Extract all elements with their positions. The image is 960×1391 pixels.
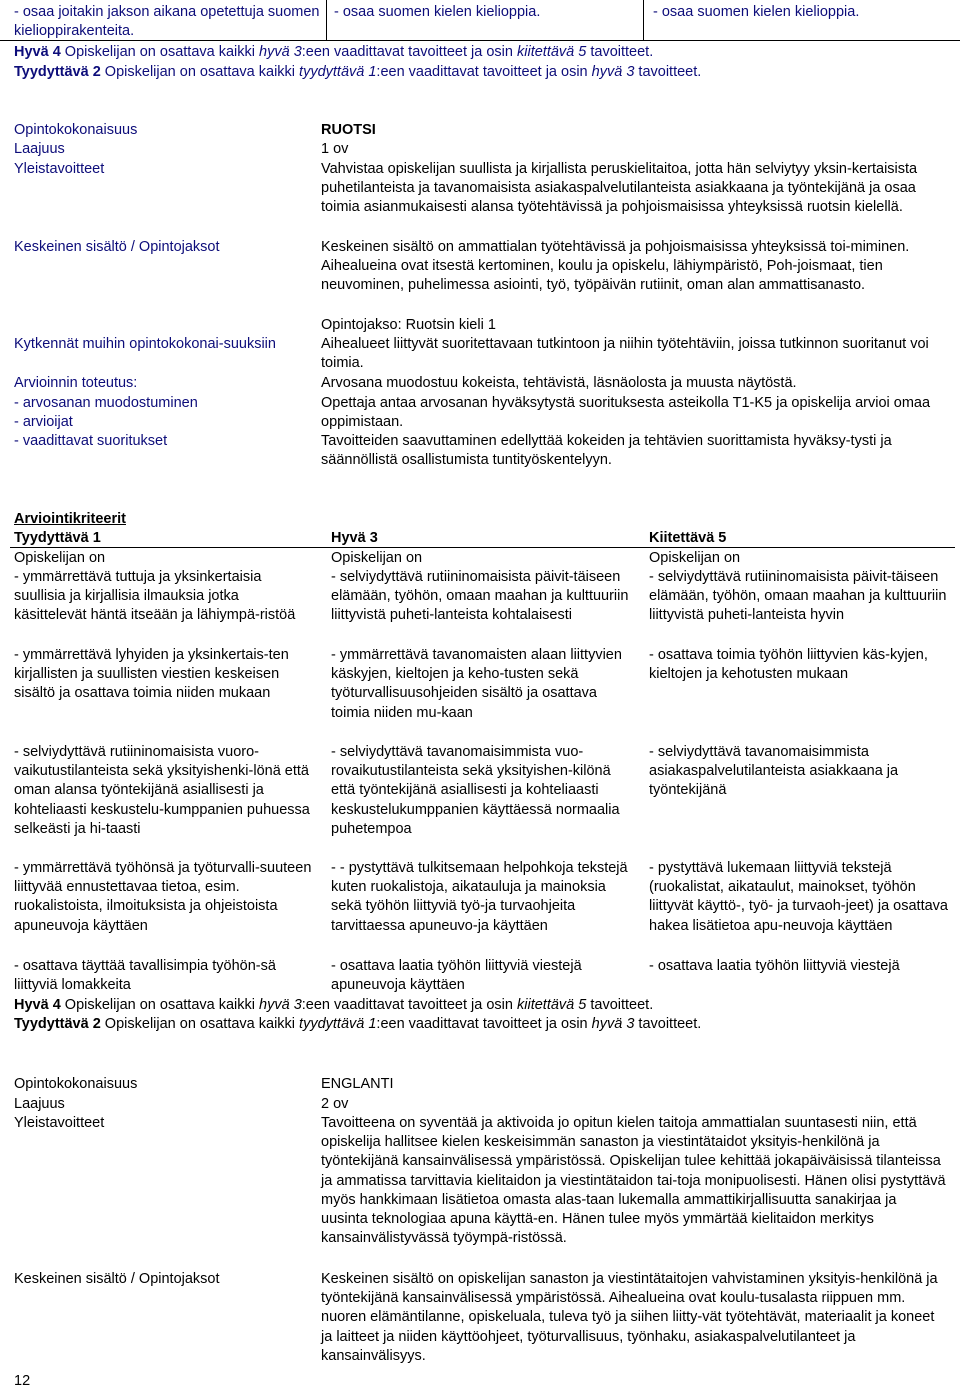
- ruotsi-suoritukset: Tavoitteiden saavuttaminen edellyttää kokeiden ja tehtävien suorittamista hyväksy-tysti ja säännöllistä osallistumista tuntityöskentelyyn.: [321, 433, 892, 469]
- kriteeri-k5-4: - pystyttävä lukemaan liittyviä tekstejä (ruokalistat, aikataulut, mainokset, työhön liittyvät käyttö-, työ- ja turvaoh-jeet) ja osattava hakea lisätietoa apu-neuvoja käyttäen: [649, 860, 948, 934]
- top-table-col1: - osaa joitakin jakson aikana opetettuja suomen kielioppirakenteita.: [14, 4, 320, 40]
- grade-note-text: tavoitteet.: [634, 1016, 702, 1032]
- grade-note-text: :een vaadittavat tavoitteet ja osin: [376, 64, 592, 80]
- grade-note-em: kiitettävä 5: [517, 997, 587, 1013]
- grade-note-text: :een vaadittavat tavoitteet ja osin: [301, 997, 517, 1013]
- label-kytkennat: Kytkennät muihin opintokokonai-suuksiin: [14, 336, 276, 352]
- kriteerit-header-kiitettava: Kiitettävä 5: [649, 530, 727, 546]
- kriteerit-header-tyydyttava: Tyydyttävä 1: [14, 530, 101, 546]
- label-keskeinen-sisalto: Keskeinen sisältö / Opintojaksot: [14, 1271, 220, 1287]
- englanti-yleistavoitteet: Tavoitteena on syventää ja aktivoida jo opitun kielen taitoja ammattialan suuntasesti niin, että opiskelija hallitsee kielen keskeisimmän sanaston ja viestintätaidot yksityis-henkilönä ja työntekijänä kansainvälisessä ympäristössä. Opiskelijan tulee kehittää jokapäiväisissä tilanteissa ja ammatissa tarvittavia kielitaidon ja viestintätaidon tai-toja monipuolisesti. Hänen olisi pystyttävä myös hankkimaan lisätietoa omasta alas-taan lukemalla ammattikirjallisuutta sanakirjaa ja uusinta teknologiaa apuna käyttä-en. Hänen tulee myös ymmärtää kielitaidon merkitys kansainvälistyvässä työympä-ristössä.: [321, 1115, 946, 1247]
- grade-note-hyva4-mid: [14, 996, 954, 1015]
- kriteerit-intro-1: Opiskelijan on: [14, 550, 106, 566]
- section-title-ruotsi: RUOTSI: [321, 122, 376, 138]
- kriteeri-t1-1: - ymmärrettävä tuttuja ja yksinkertaisia suullisia ja kirjallisia ilmauksia jotka käsittelevät häntä itseään ja lähiympä-ristöä: [14, 569, 296, 624]
- grade-note-hyva4-label: Hyvä 4: [14, 997, 61, 1013]
- kriteeri-h3-5: - osattava laatia työhön liittyviä viestejä apuneuvoja käyttäen: [331, 958, 582, 994]
- kriteeri-k5-1: - selviydyttävä rutiininomaisista päivit-täiseen elämään, työhön, omaan maahan ja kulttuuriin liittyvistä puheti-lanteista hyvin: [649, 569, 947, 624]
- grade-note-text: Opiskelijan on osattava kaikki: [60, 997, 260, 1013]
- kriteerit-heading: Arviointikriteerit: [14, 511, 126, 527]
- englanti-laajuus: 2 ov: [321, 1096, 349, 1112]
- grade-note-em: hyvä 3: [591, 64, 635, 80]
- kriteerit-header-hyva: Hyvä 3: [331, 530, 378, 546]
- top-table-divider-1: [326, 0, 327, 40]
- grade-note-text: tavoitteet.: [634, 64, 702, 80]
- kriteeri-t1-2: - ymmärrettävä lyhyiden ja yksinkertais-ten kirjallisten ja suullisten viestien keskeisen sisältö ja osattava toimia niiden mukaan: [14, 647, 289, 702]
- grade-note-tyyd2-mid: [14, 1015, 954, 1034]
- kriteeri-t1-3: - selviydyttävä rutiininomaisista vuoro-vaikutustilanteista sekä yksityishenki-lönä että oman alansa työntekijänä asiallisesti ja kohteliaasti keskustelu-kumppanien puhuessa selkeästi ja hi-taasti: [14, 744, 310, 837]
- ruotsi-sisalto: Keskeinen sisältö on ammattialan työtehtävissä ja pohjoismaisissa yhteyksissä toi-miminen. Aihealueina ovat itsestä kertominen, koulu ja opiskelu, lähiympäristö, Poh-joismaat, tien neuvominen, puhelimessa asiointi, työ, työpäivän rutiinit, oman alan ammattisanasto.: [321, 239, 910, 294]
- label-opintokokonaisuus: Opintokokonaisuus: [14, 122, 138, 138]
- label-suoritukset: - vaadittavat suoritukset: [14, 433, 168, 449]
- grade-note-text: Opiskelijan on osattava kaikki: [60, 44, 260, 60]
- ruotsi-opintojakso: Opintojakso: Ruotsin kieli 1: [321, 317, 496, 333]
- kriteerit-header-rule: [10, 547, 955, 548]
- kriteerit-intro-3: Opiskelijan on: [649, 550, 741, 566]
- top-table-col2: - osaa suomen kielen kielioppia.: [334, 4, 541, 20]
- top-table-divider-2: [643, 0, 644, 40]
- kriteeri-k5-3: - selviydyttävä tavanomaisimmista asiakaspalvelutilanteista asiakkaana ja työntekijänä: [649, 744, 899, 799]
- label-arvioijat: - arvioijat: [14, 414, 73, 430]
- top-table-col3: - osaa suomen kielen kielioppia.: [653, 4, 860, 20]
- label-laajuus: Laajuus: [14, 141, 65, 157]
- kriteeri-h3-4: - - pystyttävä tulkitsemaan helpohkoja tekstejä kuten ruokalistoja, aikatauluja ja mainoksia sekä työhön liittyviä työ-ja turvaohjeita tarvittaessa apuneuvo-ja käyttäen: [331, 860, 628, 934]
- grade-note-text: :een vaadittavat tavoitteet ja osin: [376, 1016, 592, 1032]
- grade-note-tyyd2-label: Tyydyttävä 2: [14, 64, 101, 80]
- grade-note-hyva4: [14, 43, 954, 62]
- kriteeri-h3-2: - ymmärrettävä tavanomaisten alaan liittyvien käskyjen, kieltojen ja keho-tusten sekä työturvallisuusohjeiden sisältö ja osattava toimia niiden mu-kaan: [331, 647, 622, 721]
- ruotsi-arvioijat: Opettaja antaa arvosanan hyväksytystä suorituksesta asteikolla T1-K5 ja opiskelija arvioi omaa oppimistaan.: [321, 395, 931, 431]
- kriteeri-h3-1: - selviydyttävä rutiininomaisista päivit-täiseen elämään, työhön, omaan maahan ja kulttuuriin liittyvistä puheti-lanteista kohtalaisesti: [331, 569, 629, 624]
- grade-note-text: Opiskelijan on osattava kaikki: [100, 1016, 300, 1032]
- kriteeri-k5-5: - osattava laatia työhön liittyviä viestejä: [649, 958, 900, 974]
- ruotsi-laajuus: 1 ov: [321, 141, 349, 157]
- grade-note-text: Opiskelijan on osattava kaikki: [100, 64, 300, 80]
- englanti-sisalto: Keskeinen sisältö on opiskelijan sanaston ja viestintätaitojen vahvistaminen yksityis-henkilönä ja työntekijänä kansainvälisessä ympäristössä. Aihealueina ovat koulu-tusalasta riippuen mm. nuoren elämäntilanne, opiskeluala, tuleva työ ja siihen liitty-vät työtehtävät, materiaalit ja koneet ja laitteet ja niiden käyttöohjeet, työturvallisuus, työnhaku, asiakaspalvelutilanteet ja kansainvälisyys.: [321, 1271, 938, 1364]
- grade-note-tyyd2: [14, 63, 954, 82]
- ruotsi-muodostuminen: Arvosana muodostuu kokeista, tehtävistä, läsnäolosta ja muusta näytöstä.: [321, 375, 797, 391]
- ruotsi-yleistavoitteet: Vahvistaa opiskelijan suullista ja kirjallista peruskielitaitoa, jotta hän selviytyy yksin-kertaisista puhetilanteista ja tavanomaisista asiakaspalvelutilanteista asiakkaana ja työntekijänä ja osaa toimia asianmukaisesti alansa työtehtävissä ja pohjoismaisissa yhteyksissä ruotsin kielellä.: [321, 161, 918, 216]
- grade-note-em: hyvä 3: [259, 44, 302, 60]
- grade-note-em: hyvä 3: [591, 1016, 635, 1032]
- grade-note-em: kiitettävä 5: [517, 44, 587, 60]
- grade-note-tyyd2-label: Tyydyttävä 2: [14, 1016, 101, 1032]
- label-opintokokonaisuus: Opintokokonaisuus: [14, 1076, 138, 1092]
- kriteerit-intro-2: Opiskelijan on: [331, 550, 423, 566]
- grade-note-hyva4-label: Hyvä 4: [14, 44, 61, 60]
- grade-note-text: tavoitteet.: [586, 997, 654, 1013]
- kriteeri-t1-5: - osattava täyttää tavallisimpia työhön-sä liittyviä lomakkeita: [14, 958, 276, 994]
- grade-note-text: :een vaadittavat tavoitteet ja osin: [301, 44, 517, 60]
- label-yleistavoitteet: Yleistavoitteet: [14, 1115, 105, 1131]
- kriteeri-t1-4: - ymmärrettävä työhönsä ja työturvalli-suuteen liittyvää ennustettavaa tietoa, esim. ruokalistoista, ilmoituksista ja ohjeistoista apuneuvoja käyttäen: [14, 860, 312, 934]
- label-keskeinen-sisalto: Keskeinen sisältö / Opintojaksot: [14, 239, 220, 255]
- label-muodostuminen: - arvosanan muodostuminen: [14, 395, 198, 411]
- section-title-englanti: ENGLANTI: [321, 1076, 394, 1092]
- grade-note-em: hyvä 3: [259, 997, 302, 1013]
- label-laajuus: Laajuus: [14, 1096, 65, 1112]
- label-yleistavoitteet: Yleistavoitteet: [14, 161, 105, 177]
- kriteeri-h3-3: - selviydyttävä tavanomaisimmista vuo-rovaikutustilanteista sekä yksityishen-kilönä että työntekijänä asiallisesti ja kohteliaasti keskustelukumppanien käyttäessä normaalia puhetempoa: [331, 744, 620, 837]
- grade-note-text: tavoitteet.: [586, 44, 654, 60]
- page-number: 12: [14, 1373, 31, 1389]
- grade-note-em: tyydyttävä 1: [299, 1016, 377, 1032]
- label-arvioinnin-toteutus: Arvioinnin toteutus:: [14, 375, 138, 391]
- ruotsi-kytkennat: Aihealueet liittyvät suoritettavaan tutkintoon ja niihin työtehtäviin, joissa tutkinnon suoritanut voi toimia.: [321, 336, 929, 372]
- kriteeri-k5-2: - osattava toimia työhön liittyvien käs-kyjen, kieltojen ja kehotusten mukaan: [649, 647, 928, 683]
- grade-note-em: tyydyttävä 1: [299, 64, 377, 80]
